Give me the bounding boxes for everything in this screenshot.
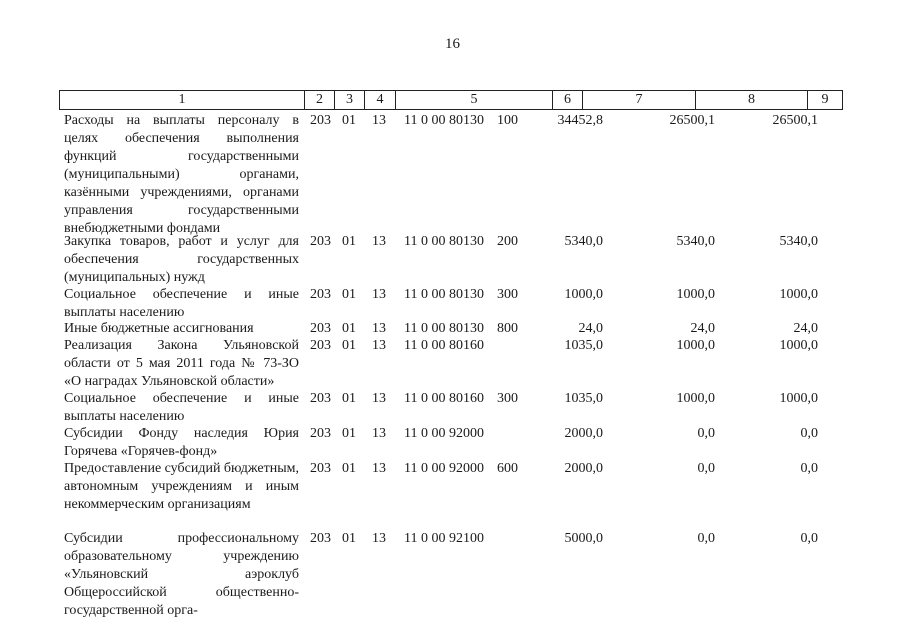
cell-amount-8: 0,0	[697, 461, 715, 476]
cell-chapter: 203	[310, 113, 331, 128]
cell-amount-8: 5340,0	[676, 234, 715, 249]
table-header	[59, 90, 843, 110]
cell-amount-8: 1000,0	[676, 338, 715, 353]
cell-subsection: 13	[372, 338, 386, 353]
cell-target-article: 11 0 00 80160	[404, 338, 484, 353]
cell-subsection: 13	[372, 321, 386, 336]
cell-amount-9: 5340,0	[779, 234, 818, 249]
cell-target-article: 11 0 00 80130	[404, 234, 484, 249]
row-description: Расходы на выплаты персоналу в целях обеспечения выполнения функций государственными (муниципальными) органами, казёнными учреждениями, органами управления государственными внебюджетными фондами	[64, 113, 299, 236]
cell-amount-7: 5340,0	[564, 234, 603, 249]
cell-target-article: 11 0 00 80130	[404, 287, 484, 302]
header-col-3: 3	[335, 91, 365, 109]
cell-amount-9: 24,0	[793, 321, 818, 336]
row-description: Предоставление субсидий бюджетным, автономным учреждениям и иным некоммерческим организациям	[64, 461, 300, 512]
cell-amount-7: 2000,0	[564, 426, 603, 441]
header-col-9: 9	[821, 92, 829, 107]
cell-amount-9: 1000,0	[779, 391, 818, 406]
cell-amount-9: 0,0	[800, 531, 818, 546]
cell-amount-8: 0,0	[697, 426, 715, 441]
cell-subsection: 13	[372, 461, 386, 476]
cell-amount-7: 24,0	[578, 321, 603, 336]
cell-chapter: 203	[310, 321, 331, 336]
cell-section: 01	[342, 113, 356, 128]
cell-chapter: 203	[310, 531, 331, 546]
row-description: Иные бюджетные ассигнования	[64, 321, 254, 336]
header-col-1: 1	[60, 91, 305, 109]
cell-amount-9: 0,0	[800, 426, 818, 441]
cell-amount-8: 0,0	[697, 531, 715, 546]
row-description: Социальное обеспечение и иные выплаты населению	[64, 287, 299, 320]
cell-target-article: 11 0 00 80130	[404, 321, 484, 336]
cell-amount-9: 26500,1	[772, 113, 818, 128]
page-number: 16	[445, 36, 460, 52]
cell-expense-type: 300	[497, 391, 518, 406]
cell-chapter: 203	[310, 234, 331, 249]
cell-chapter: 203	[310, 338, 331, 353]
cell-amount-7: 1000,0	[564, 287, 603, 302]
cell-subsection: 13	[372, 113, 386, 128]
cell-section: 01	[342, 234, 356, 249]
cell-amount-8: 24,0	[690, 321, 715, 336]
row-description: Реализация Закона Ульяновской области от 5 мая 2011 года № 73-ЗО «О наградах Ульяновской области»	[64, 338, 299, 389]
header-col-6: 6	[553, 91, 583, 109]
header-col-8: 8	[696, 91, 808, 109]
cell-section: 01	[342, 338, 356, 353]
cell-subsection: 13	[372, 531, 386, 546]
row-description: Социальное обеспечение и иные выплаты населению	[64, 391, 299, 424]
cell-chapter: 203	[310, 426, 331, 441]
cell-section: 01	[342, 461, 356, 476]
cell-target-article: 11 0 00 92000	[404, 426, 484, 441]
cell-expense-type: 300	[497, 287, 518, 302]
header-col-2: 2	[305, 91, 335, 109]
row-description: Закупка товаров, работ и услуг для обеспечения государственных (муниципальных) нужд	[64, 234, 299, 285]
cell-section: 01	[342, 287, 356, 302]
cell-section: 01	[342, 426, 356, 441]
cell-subsection: 13	[372, 426, 386, 441]
cell-amount-7: 5000,0	[564, 531, 603, 546]
cell-expense-type: 800	[497, 321, 518, 336]
cell-amount-8: 1000,0	[676, 391, 715, 406]
cell-amount-9: 1000,0	[779, 287, 818, 302]
cell-amount-8: 1000,0	[676, 287, 715, 302]
cell-target-article: 11 0 00 92100	[404, 531, 484, 546]
cell-section: 01	[342, 391, 356, 406]
cell-amount-9: 0,0	[800, 461, 818, 476]
header-col-4: 4	[365, 91, 396, 109]
cell-chapter: 203	[310, 287, 331, 302]
cell-amount-9: 1000,0	[779, 338, 818, 353]
cell-target-article: 11 0 00 80130	[404, 113, 484, 128]
cell-subsection: 13	[372, 287, 386, 302]
cell-section: 01	[342, 321, 356, 336]
header-col-7: 7	[583, 91, 696, 109]
cell-section: 01	[342, 531, 356, 546]
row-description: Субсидии профессиональному образовательному учреждению «Ульяновский аэроклуб Общероссийской общественно-государственной орга-	[64, 531, 299, 618]
cell-amount-7: 1035,0	[564, 391, 603, 406]
cell-chapter: 203	[310, 391, 331, 406]
cell-subsection: 13	[372, 234, 386, 249]
cell-amount-7: 1035,0	[564, 338, 603, 353]
header-col-5: 5	[396, 91, 553, 109]
cell-chapter: 203	[310, 461, 331, 476]
cell-subsection: 13	[372, 391, 386, 406]
cell-amount-8: 26500,1	[669, 113, 715, 128]
cell-expense-type: 600	[497, 461, 518, 476]
cell-target-article: 11 0 00 92000	[404, 461, 484, 476]
cell-target-article: 11 0 00 80160	[404, 391, 484, 406]
cell-expense-type: 200	[497, 234, 518, 249]
cell-amount-7: 34452,8	[557, 113, 603, 128]
row-description: Субсидии Фонду наследия Юрия Горячева «Горячев-фонд»	[64, 426, 299, 459]
cell-amount-7: 2000,0	[564, 461, 603, 476]
cell-expense-type: 100	[497, 113, 518, 128]
